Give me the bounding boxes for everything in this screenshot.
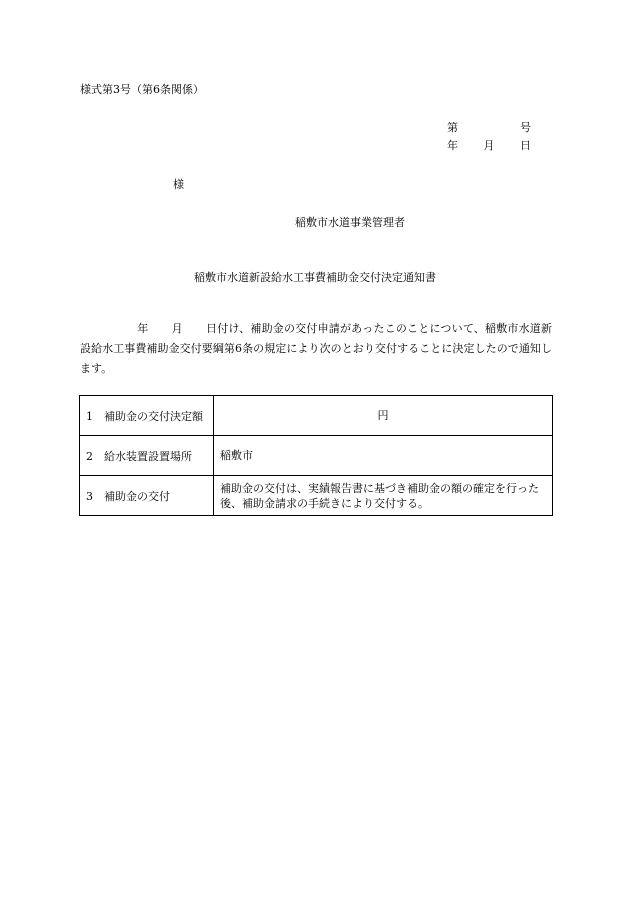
row-value-location: 稲敷市 (214, 436, 553, 476)
issuer-name: 稲敷市水道事業管理者 (295, 216, 405, 229)
date-day: 日 (520, 139, 531, 152)
row-label-amount: 1 補助金の交付決定額 (80, 396, 214, 436)
row-label-delivery: 3 補助金の交付 (80, 476, 214, 516)
date-year: 年 (447, 139, 458, 152)
table-row (80, 476, 553, 516)
body-month: 月 (171, 322, 183, 335)
row-value-delivery: 補助金の交付は、実績報告書に基づき補助金の額の確定を行った後、補助金請求の手続きにより交付する。 (214, 476, 553, 516)
table-row (80, 436, 553, 476)
form-number: 様式第3号（第6条関係） (80, 83, 204, 96)
body-year: 年 (137, 322, 149, 335)
row-value-amount: 円 (214, 396, 553, 436)
document-number-line (447, 119, 531, 135)
addressee-suffix: 様 (173, 178, 184, 191)
document-title: 稲敷市水道新設給水工事費補助金交付決定通知書 (194, 271, 436, 284)
document-number-suffix: 号 (520, 121, 531, 134)
subsidy-details-table (79, 395, 553, 516)
date-line (447, 137, 531, 153)
table-row (80, 396, 553, 436)
document-number-prefix: 第 (447, 121, 458, 134)
row-label-location: 2 給水装置設置場所 (80, 436, 214, 476)
notice-body (80, 319, 552, 379)
date-month: 月 (483, 139, 495, 152)
body-text: 日付け、補助金の交付申請があったこのことについて、稲敷市水道新設給水工事費補助金交付要綱第6条の規定により次のとおり交付することに決定したので通知します。 (80, 322, 553, 375)
